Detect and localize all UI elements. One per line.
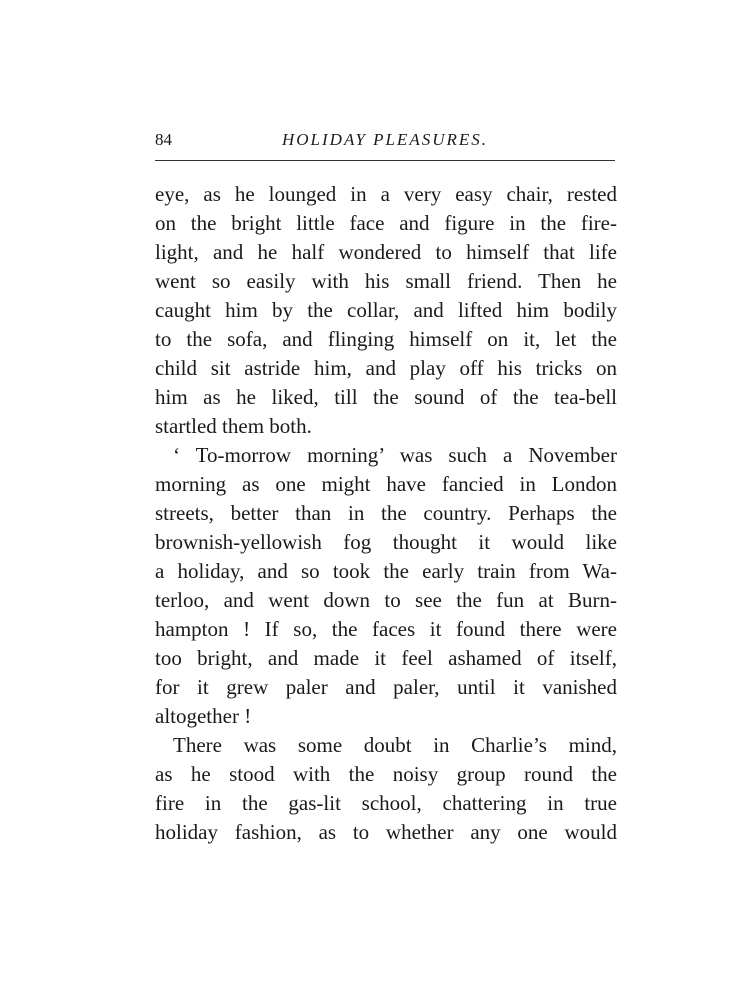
text-line: him as he liked, till the sound of the tea-bell	[155, 385, 617, 409]
text-line: a holiday, and so took the early train from Wa-	[155, 559, 617, 583]
page-number: 84	[155, 130, 172, 149]
text-line: holiday fashion, as to whether any one would	[155, 820, 617, 844]
body-text	[155, 180, 617, 847]
text-line: fire in the gas-lit school, chattering in true	[155, 791, 617, 815]
paragraph-1	[155, 180, 617, 441]
paragraph-3	[155, 731, 617, 847]
text-line: ‘ To-morrow morning’ was such a November	[173, 443, 617, 467]
running-title: HOLIDAY PLEASURES.	[282, 130, 488, 149]
text-line: eye, as he lounged in a very easy chair, rested	[155, 182, 617, 206]
text-line: terloo, and went down to see the fun at Burn-	[155, 588, 617, 612]
text-line: as he stood with the noisy group round the	[155, 762, 617, 786]
text-line: on the bright little face and figure in the fire-	[155, 211, 617, 235]
text-line: brownish-yellowish fog thought it would like	[155, 530, 617, 554]
text-line: startled them both.	[155, 414, 312, 438]
text-line: morning as one might have fancied in London	[155, 472, 617, 496]
text-line: streets, better than in the country. Perhaps the	[155, 501, 617, 525]
text-line: light, and he half wondered to himself that life	[155, 240, 617, 264]
text-line: to the sofa, and flinging himself on it, let the	[155, 327, 617, 351]
text-line: altogether !	[155, 704, 252, 728]
text-line: for it grew paler and paler, until it vanished	[155, 675, 617, 699]
text-line: too bright, and made it feel ashamed of itself,	[155, 646, 617, 670]
paragraph-2	[155, 441, 617, 731]
header-rule	[155, 160, 615, 161]
text-line: went so easily with his small friend. Then he	[155, 269, 617, 293]
text-line: hampton ! If so, the faces it found there were	[155, 617, 617, 641]
page-header	[155, 126, 615, 152]
text-line: caught him by the collar, and lifted him bodily	[155, 298, 617, 322]
text-line: There was some doubt in Charlie’s mind,	[173, 733, 617, 757]
text-line: child sit astride him, and play off his tricks on	[155, 356, 617, 380]
